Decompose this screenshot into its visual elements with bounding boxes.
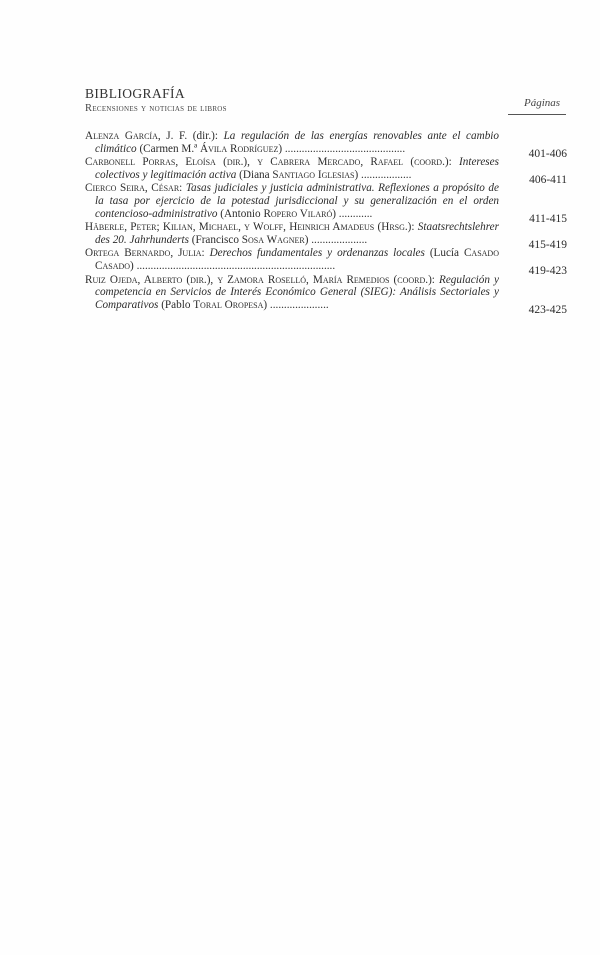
entry-book-title: Staatsrechtslehrer des 20. Jahrhunderts (95, 221, 499, 246)
entry-pages: 423-425 (528, 303, 567, 316)
entry-authors: Ruiz Ojeda, Alberto (dir.), y Zamora Roselló, María Remedios (coord.): (85, 273, 439, 286)
entry-leader-dots: ....................................................................... (136, 259, 336, 272)
entry-authors: Häberle, Peter; Kilian, Michael, y Wolff, Heinrich Amadeus (Hrsg.): (85, 221, 418, 234)
entry-close: ) (304, 233, 312, 246)
entry-authors: Ortega Bernardo, Julia: (85, 247, 210, 260)
entry-reviewer-first: (Carmen M.ª (136, 142, 201, 155)
entry-leader-dots: ..................... (269, 298, 329, 311)
section-title: BIBLIOGRAFÍA (85, 86, 186, 101)
entry-leader-dots: ............ (338, 207, 373, 220)
entry-leader-dots: ........................................... (284, 142, 406, 155)
entry-reviewer-first: (Lucía (424, 247, 464, 260)
entry-book-title: Tasas judiciales y justicia administrativa. Reflexiones a propósito de la tasa por ejercicio de la potestad jurisdiccional y su generalización en el orden contencioso-administrativo (95, 182, 499, 220)
entry-reviewer-first: (Antonio (217, 207, 264, 220)
entry-book-title: Derechos fundamentales y ordenanzas locales (209, 247, 425, 260)
entry-close: ) (130, 259, 137, 272)
entry-reviewer-last: Ávila Rodríguez (200, 142, 279, 155)
entry-book-title: Intereses colectivos y legitimación activa (95, 156, 499, 181)
entry-reviewer-last: Sosa Wagner (241, 233, 305, 246)
entry-reviewer-last: Toral Oropesa (193, 298, 264, 311)
section-subtitle: Recensiones y noticias de libros (85, 103, 227, 114)
entry-reviewer-last: Ropero Vilaró (263, 207, 333, 220)
entry-book-title: Regulación y competencia en Servicios de Interés Económico General (SIEG): Análisis Sectoriales y Comparativos (95, 273, 499, 311)
entry-close: ) (263, 298, 270, 311)
entry-reviewer-first: (Diana (236, 168, 273, 181)
review-entry (85, 247, 567, 277)
entry-reviewer-first: (Francisco (188, 233, 242, 246)
review-entry (85, 156, 567, 186)
review-entry (85, 130, 567, 160)
entry-reviewer-first: (Pablo (158, 298, 194, 311)
entry-pages: 406-411 (529, 173, 567, 186)
entry-pages: 415-419 (528, 238, 567, 251)
entry-leader-dots: .................... (311, 233, 368, 246)
entry-close: ) (354, 168, 362, 181)
entry-pages: 419-423 (528, 264, 567, 277)
entry-pages: 411-415 (529, 212, 567, 225)
review-entry (85, 273, 567, 316)
pages-header-rule (508, 114, 566, 115)
entry-reviewer-last: Casado Casado (95, 247, 499, 272)
entry-authors: Cierco Seira, César: (85, 182, 186, 195)
entry-book-title: La regulación de las energías renovables ante el cambio climático (95, 130, 499, 155)
entry-authors: Carbonell Porras, Eloísa (dir.), y Cabrera Mercado, Rafael (coord.): (85, 156, 460, 169)
entry-authors: Alenza García, J. F. (85, 130, 188, 142)
entry-close: ) (332, 207, 339, 220)
entry-role: (dir.): (187, 130, 224, 142)
entry-reviewer-last: Santiago Iglesias (272, 168, 355, 181)
review-list (85, 130, 567, 316)
entry-leader-dots: .................. (361, 168, 412, 181)
entry-pages: 401-406 (528, 147, 567, 160)
entry-close: ) (278, 142, 285, 155)
review-entry (85, 182, 567, 225)
review-entry (85, 221, 567, 251)
pages-column-header: Páginas (523, 97, 561, 109)
